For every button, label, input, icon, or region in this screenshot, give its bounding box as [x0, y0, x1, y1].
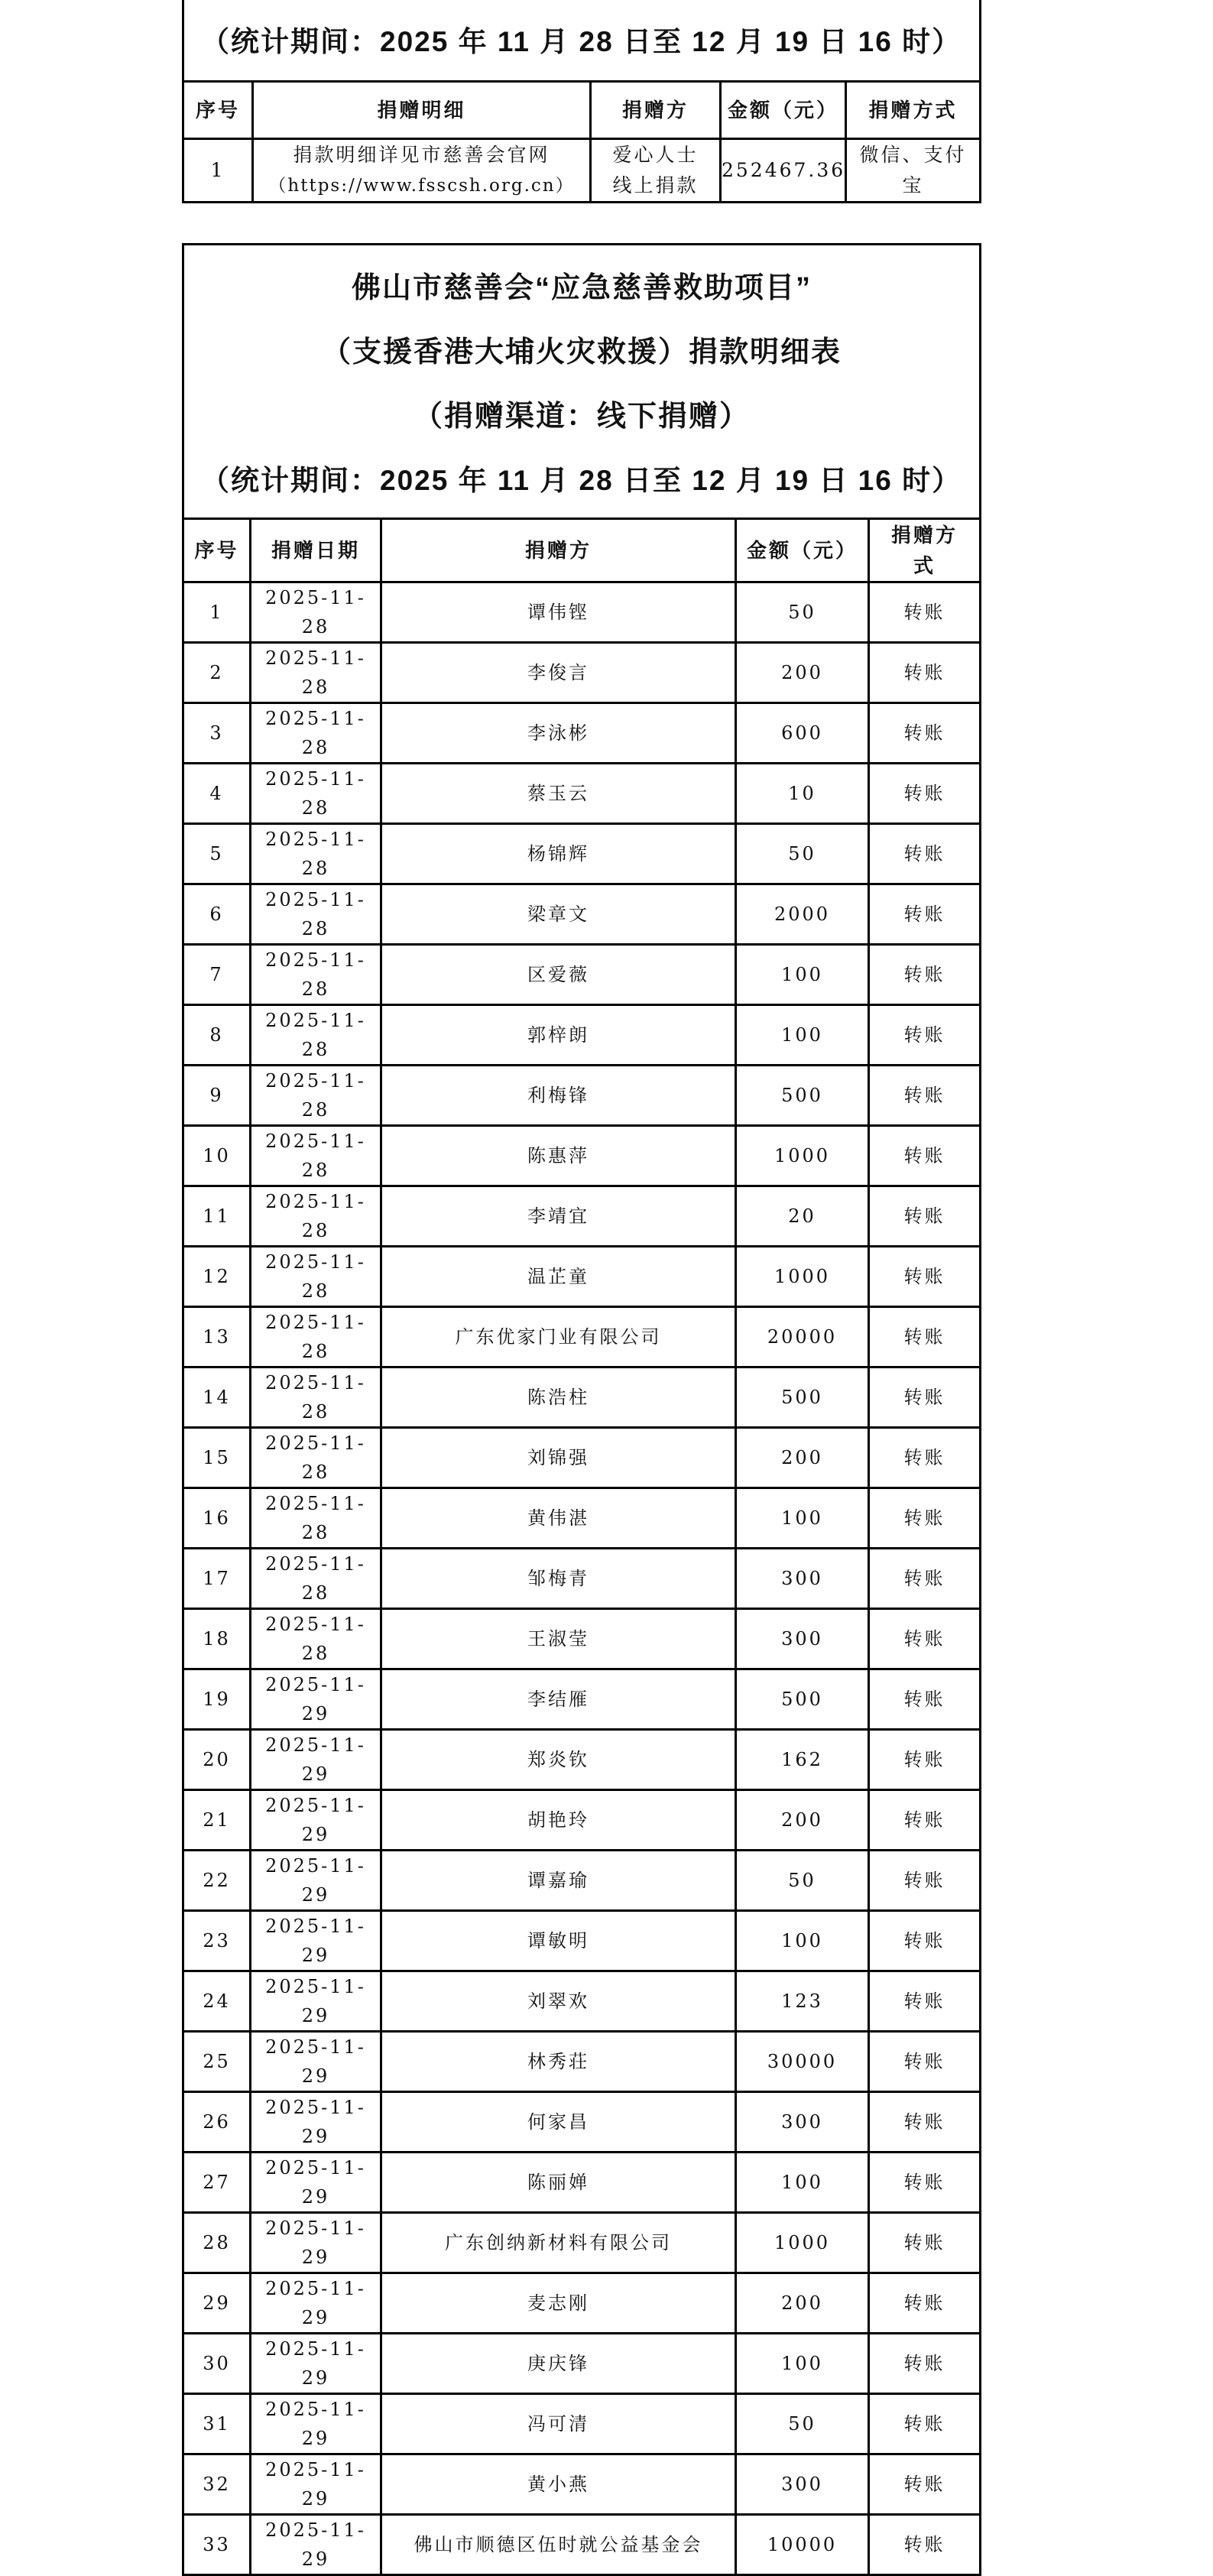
cell-no: 9 [183, 1066, 251, 1126]
cell-date: 2025-11-28 [251, 1367, 381, 1428]
table-row [183, 2213, 981, 2273]
cell-method: 转账 [869, 945, 981, 1005]
cell-no: 33 [183, 2515, 251, 2575]
method-line-2: 宝 [902, 174, 924, 196]
cell-no: 30 [183, 2334, 251, 2394]
cell-no: 11 [183, 1186, 251, 1247]
table-row [183, 764, 981, 824]
cell-donor: 郭梓朗 [381, 1005, 736, 1066]
cell-date: 2025-11-28 [251, 1428, 381, 1488]
cell-donor: 广东优家门业有限公司 [381, 1307, 736, 1367]
cell-method: 转账 [869, 1126, 981, 1186]
cell-date: 2025-11-29 [251, 2092, 381, 2153]
cell-date: 2025-11-28 [251, 1186, 381, 1247]
cell-donor: 何家昌 [381, 2092, 736, 2153]
cell-method: 转账 [869, 1488, 981, 1549]
cell-donor: 王淑莹 [381, 1609, 736, 1669]
cell-date: 2025-11-29 [251, 2213, 381, 2273]
cell-method: 转账 [869, 884, 981, 945]
cell-amount: 2000 [736, 884, 869, 945]
cell-donor: 广东创纳新材料有限公司 [381, 2213, 736, 2273]
cell-no: 17 [183, 1549, 251, 1609]
cell-method: 转账 [869, 2213, 981, 2273]
cell-date: 2025-11-29 [251, 1669, 381, 1730]
cell-donor: 刘翠欢 [381, 1971, 736, 2032]
cell-method: 转账 [869, 2092, 981, 2153]
table-row [183, 1911, 981, 1971]
cell-date: 2025-11-29 [251, 1730, 381, 1790]
cell-date: 2025-11-29 [251, 1971, 381, 2032]
cell-no: 25 [183, 2032, 251, 2092]
cell-no: 8 [183, 1005, 251, 1066]
table-row [183, 1367, 981, 1428]
cell-donor: 陈丽婵 [381, 2153, 736, 2213]
cell-method: 转账 [869, 1247, 981, 1307]
table-row [183, 1247, 981, 1307]
cell-method: 转账 [869, 1851, 981, 1911]
cell-donor: 谭敏明 [381, 1911, 736, 1971]
cell-amount: 20 [736, 1186, 869, 1247]
cell-amount: 10000 [736, 2515, 869, 2575]
cell-no: 1 [183, 582, 251, 643]
table-row [183, 1126, 981, 1186]
table-row [183, 1971, 981, 2032]
online-donation-table [182, 0, 981, 203]
cell-date: 2025-11-29 [251, 1911, 381, 1971]
table-title-line-2: （支援香港大埔火灾救援）捐款明细表 [322, 336, 842, 368]
cell-method: 转账 [869, 2334, 981, 2394]
cell-donor: 刘锦强 [381, 1428, 736, 1488]
cell-donor: 黄小燕 [381, 2454, 736, 2515]
cell-amount: 1000 [736, 1126, 869, 1186]
table-row [183, 824, 981, 884]
period-row [183, 0, 981, 82]
cell-method: 转账 [869, 1669, 981, 1730]
cell-method: 转账 [869, 764, 981, 824]
cell-date: 2025-11-29 [251, 2334, 381, 2394]
statistics-period: （统计期间：2025 年 11 月 28 日至 12 月 19 日 16 时） [201, 465, 962, 496]
header-method [869, 519, 981, 582]
cell-donor: 利梅锋 [381, 1066, 736, 1126]
cell-donor: 蔡玉云 [381, 764, 736, 824]
cell-amount: 200 [736, 1428, 869, 1488]
cell-method: 转账 [869, 824, 981, 884]
cell-detail [253, 139, 591, 203]
cell-donor: 谭伟铿 [381, 582, 736, 643]
cell-method: 转账 [869, 2394, 981, 2454]
table-row [183, 1609, 981, 1669]
cell-amount: 20000 [736, 1307, 869, 1367]
cell-date: 2025-11-28 [251, 1247, 381, 1307]
cell-donor: 李结雁 [381, 1669, 736, 1730]
table-row [183, 1549, 981, 1609]
cell-date: 2025-11-28 [251, 1488, 381, 1549]
cell-donor: 谭嘉瑜 [381, 1851, 736, 1911]
table-row [183, 139, 981, 203]
cell-donor: 李泳彬 [381, 703, 736, 764]
header-amount: 金额（元） [721, 82, 846, 139]
cell-donor: 冯可清 [381, 2394, 736, 2454]
table-row [183, 1186, 981, 1247]
cell-no: 14 [183, 1367, 251, 1428]
cell-no: 3 [183, 703, 251, 764]
table-row [183, 2032, 981, 2092]
cell-amount: 500 [736, 1669, 869, 1730]
cell-date: 2025-11-28 [251, 824, 381, 884]
cell-no: 5 [183, 824, 251, 884]
cell-donor: 杨锦辉 [381, 824, 736, 884]
cell-no: 21 [183, 1790, 251, 1851]
donation-channel: （捐赠渠道：线下捐赠） [414, 401, 751, 433]
cell-method: 转账 [869, 1730, 981, 1790]
cell-no: 26 [183, 2092, 251, 2153]
table-row [183, 703, 981, 764]
cell-no: 6 [183, 884, 251, 945]
cell-amount: 300 [736, 1609, 869, 1669]
table-row [183, 1066, 981, 1126]
cell-method: 转账 [869, 1549, 981, 1609]
cell-no: 10 [183, 1126, 251, 1186]
cell-amount: 123 [736, 1971, 869, 2032]
table-row [183, 2153, 981, 2213]
cell-amount: 100 [736, 1005, 869, 1066]
header-method: 捐赠方式 [846, 82, 981, 139]
cell-method: 转账 [869, 1367, 981, 1428]
header-donor: 捐赠方 [381, 519, 736, 582]
table-row [183, 2273, 981, 2334]
cell-no: 20 [183, 1730, 251, 1790]
cell-donor: 胡艳玲 [381, 1790, 736, 1851]
cell-amount: 252467.36 [721, 139, 846, 203]
cell-no: 23 [183, 1911, 251, 1971]
table-row [183, 2394, 981, 2454]
cell-date: 2025-11-28 [251, 764, 381, 824]
cell-donor: 李俊言 [381, 643, 736, 703]
cell-date: 2025-11-28 [251, 582, 381, 643]
cell-method: 转账 [869, 643, 981, 703]
cell-donor: 李靖宜 [381, 1186, 736, 1247]
cell-no: 31 [183, 2394, 251, 2454]
header-no: 序号 [183, 519, 251, 582]
cell-method: 转账 [869, 2515, 981, 2575]
cell-amount: 50 [736, 824, 869, 884]
cell-donor: 佛山市顺德区伍时就公益基金会 [381, 2515, 736, 2575]
table-row [183, 1851, 981, 1911]
cell-method: 转账 [869, 1428, 981, 1488]
cell-date: 2025-11-28 [251, 1609, 381, 1669]
cell-amount: 162 [736, 1730, 869, 1790]
header-donor: 捐赠方 [591, 82, 721, 139]
cell-no: 4 [183, 764, 251, 824]
cell-no: 1 [183, 139, 253, 203]
cell-donor [591, 139, 721, 203]
table-row [183, 1730, 981, 1790]
cell-amount: 100 [736, 2153, 869, 2213]
cell-method: 转账 [869, 1186, 981, 1247]
cell-method: 转账 [869, 2153, 981, 2213]
cell-no: 29 [183, 2273, 251, 2334]
cell-donor: 区爱薇 [381, 945, 736, 1005]
cell-date: 2025-11-28 [251, 1126, 381, 1186]
cell-date: 2025-11-28 [251, 945, 381, 1005]
table-row [183, 582, 981, 643]
table-row [183, 2454, 981, 2515]
cell-date: 2025-11-29 [251, 2454, 381, 2515]
cell-donor: 陈惠萍 [381, 1126, 736, 1186]
cell-donor: 庚庆锋 [381, 2334, 736, 2394]
table-row [183, 1005, 981, 1066]
cell-method: 转账 [869, 1609, 981, 1669]
cell-method: 转账 [869, 2032, 981, 2092]
cell-amount: 1000 [736, 1247, 869, 1307]
cell-no: 16 [183, 1488, 251, 1549]
cell-amount: 50 [736, 582, 869, 643]
cell-date: 2025-11-28 [251, 1066, 381, 1126]
detail-text: 捐款明细详见市慈善会官网 [293, 144, 550, 166]
cell-date: 2025-11-28 [251, 703, 381, 764]
cell-date: 2025-11-29 [251, 1851, 381, 1911]
header-amount: 金额（元） [736, 519, 869, 582]
statistics-period: （统计期间：2025 年 11 月 28 日至 12 月 19 日 16 时） [201, 26, 962, 57]
table-row [183, 1307, 981, 1367]
header-method-line-2: 式 [913, 554, 936, 577]
cell-method: 转账 [869, 2273, 981, 2334]
cell-amount: 100 [736, 1911, 869, 1971]
cell-donor: 梁章文 [381, 884, 736, 945]
cell-date: 2025-11-29 [251, 2515, 381, 2575]
cell-amount: 300 [736, 1549, 869, 1609]
cell-amount: 100 [736, 945, 869, 1005]
cell-amount: 500 [736, 1367, 869, 1428]
cell-no: 12 [183, 1247, 251, 1307]
cell-date: 2025-11-29 [251, 2273, 381, 2334]
website-link[interactable]: （https://www.fsscsh.org.cn） [268, 176, 575, 196]
cell-amount: 300 [736, 2454, 869, 2515]
cell-amount: 50 [736, 1851, 869, 1911]
table-title-line-1: 佛山市慈善会“应急慈善救助项目” [352, 272, 812, 304]
table-header-row [183, 519, 981, 582]
cell-amount: 200 [736, 2273, 869, 2334]
cell-date: 2025-11-28 [251, 884, 381, 945]
cell-method: 转账 [869, 2454, 981, 2515]
table-row [183, 2092, 981, 2153]
table-row [183, 643, 981, 703]
cell-no: 18 [183, 1609, 251, 1669]
table-row [183, 1488, 981, 1549]
cell-no: 24 [183, 1971, 251, 2032]
cell-date: 2025-11-29 [251, 2153, 381, 2213]
cell-amount: 100 [736, 1488, 869, 1549]
cell-date: 2025-11-28 [251, 1549, 381, 1609]
table-row [183, 1790, 981, 1851]
cell-donor: 邹梅青 [381, 1549, 736, 1609]
cell-amount: 30000 [736, 2032, 869, 2092]
cell-donor: 麦志刚 [381, 2273, 736, 2334]
cell-amount: 300 [736, 2092, 869, 2153]
cell-donor: 林秀荘 [381, 2032, 736, 2092]
cell-amount: 50 [736, 2394, 869, 2454]
method-line-1: 微信、支付 [859, 144, 967, 166]
table-header-row [183, 82, 981, 139]
cell-no: 32 [183, 2454, 251, 2515]
cell-donor: 温芷童 [381, 1247, 736, 1307]
header-method-line-1: 捐赠方 [891, 524, 958, 547]
cell-method: 转账 [869, 1066, 981, 1126]
cell-donor: 黄伟湛 [381, 1488, 736, 1549]
cell-date: 2025-11-28 [251, 1005, 381, 1066]
cell-amount: 100 [736, 2334, 869, 2394]
table-row [183, 884, 981, 945]
cell-amount: 600 [736, 703, 869, 764]
offline-rows [183, 582, 981, 2575]
cell-method: 转账 [869, 703, 981, 764]
cell-amount: 500 [736, 1066, 869, 1126]
cell-method [846, 139, 981, 203]
table-row [183, 1669, 981, 1730]
cell-date: 2025-11-28 [251, 1307, 381, 1367]
donor-line-2: 线上捐款 [612, 174, 699, 196]
table-row [183, 2515, 981, 2575]
cell-no: 22 [183, 1851, 251, 1911]
table-title-block [183, 245, 981, 519]
cell-method: 转账 [869, 1307, 981, 1367]
cell-donor: 陈浩柱 [381, 1367, 736, 1428]
cell-no: 2 [183, 643, 251, 703]
cell-date: 2025-11-29 [251, 2394, 381, 2454]
header-detail: 捐赠明细 [253, 82, 591, 139]
cell-no: 7 [183, 945, 251, 1005]
cell-amount: 200 [736, 1790, 869, 1851]
cell-method: 转账 [869, 1971, 981, 2032]
cell-method: 转账 [869, 1005, 981, 1066]
table-row [183, 945, 981, 1005]
cell-no: 19 [183, 1669, 251, 1730]
cell-amount: 10 [736, 764, 869, 824]
cell-no: 13 [183, 1307, 251, 1367]
offline-donation-table [182, 243, 981, 2576]
cell-no: 27 [183, 2153, 251, 2213]
cell-amount: 1000 [736, 2213, 869, 2273]
cell-method: 转账 [869, 1911, 981, 1971]
cell-method: 转账 [869, 1790, 981, 1851]
donor-line-1: 爱心人士 [612, 144, 699, 166]
cell-amount: 200 [736, 643, 869, 703]
header-no: 序号 [183, 82, 253, 139]
table-row [183, 2334, 981, 2394]
cell-method: 转账 [869, 582, 981, 643]
cell-donor: 郑炎钦 [381, 1730, 736, 1790]
table-row [183, 1428, 981, 1488]
cell-no: 28 [183, 2213, 251, 2273]
header-date: 捐赠日期 [251, 519, 381, 582]
cell-date: 2025-11-28 [251, 643, 381, 703]
cell-date: 2025-11-29 [251, 2032, 381, 2092]
cell-no: 15 [183, 1428, 251, 1488]
cell-date: 2025-11-29 [251, 1790, 381, 1851]
